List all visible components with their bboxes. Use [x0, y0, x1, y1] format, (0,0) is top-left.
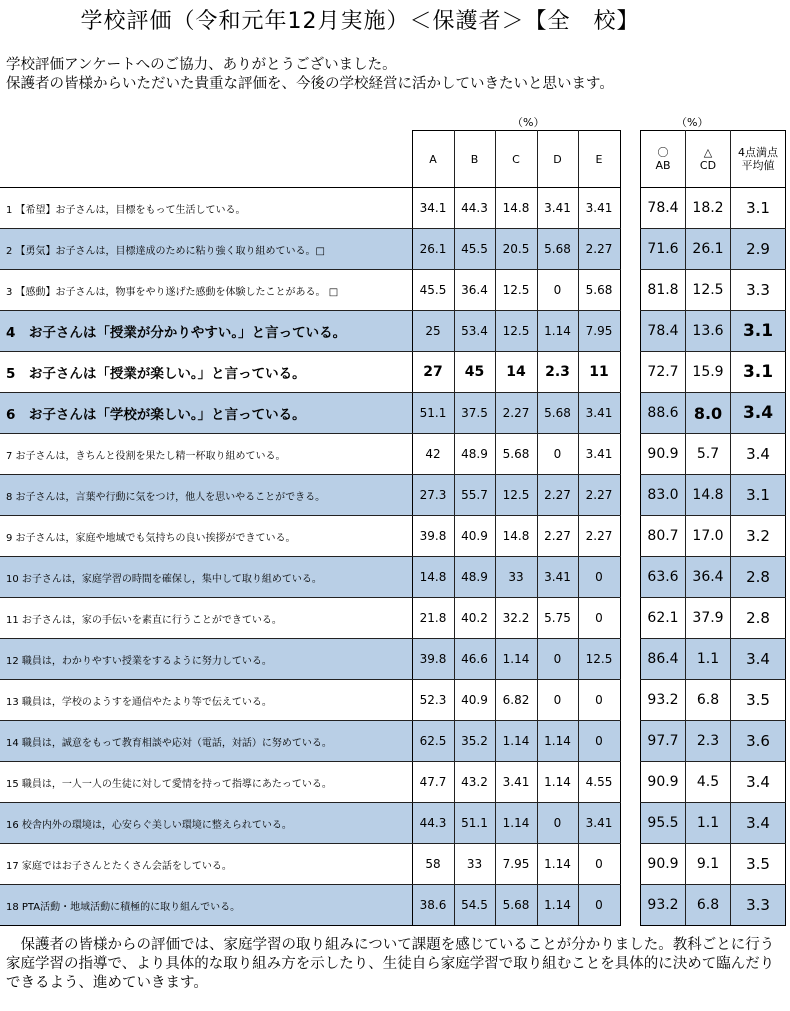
- value-d: 1.14: [537, 844, 578, 885]
- value-ab: 78.4: [641, 188, 686, 229]
- table-row: [0, 516, 620, 557]
- value-avg: 3.4: [731, 434, 786, 475]
- summary-row: [641, 311, 786, 352]
- value-ab: 83.0: [641, 475, 686, 516]
- value-cd: 26.1: [686, 229, 731, 270]
- value-e: 0: [578, 680, 620, 721]
- value-avg: 3.3: [731, 885, 786, 926]
- table-row: [0, 762, 620, 803]
- intro-line-2: 保護者の皆様からいただいた貴重な評価を、今後の学校経営に活かしていきたいと思います。: [6, 76, 614, 92]
- question-text: 9 お子さんは，家庭や地域でも気持ちの良い挨拶ができている。: [0, 516, 412, 557]
- summary-row: [641, 639, 786, 680]
- header-a: A: [412, 131, 454, 188]
- table-row: [0, 598, 620, 639]
- value-a: 39.8: [412, 516, 454, 557]
- circle-mark: 〇: [657, 146, 669, 159]
- value-c: 12.5: [495, 311, 537, 352]
- value-avg: 3.2: [731, 516, 786, 557]
- value-ab: 93.2: [641, 680, 686, 721]
- value-e: 0: [578, 721, 620, 762]
- question-text: 1 【希望】お子さんは，目標をもって生活している。: [0, 188, 412, 229]
- question-text: 2 【勇気】お子さんは，目標達成のために粘り強く取り組めている。□: [0, 229, 412, 270]
- value-c: 12.5: [495, 475, 537, 516]
- value-a: 34.1: [412, 188, 454, 229]
- header-cd-label: CD: [699, 159, 717, 172]
- table-row: [0, 680, 620, 721]
- table-row: [0, 475, 620, 516]
- intro-text: [6, 56, 614, 94]
- value-c: 1.14: [495, 639, 537, 680]
- value-a: 45.5: [412, 270, 454, 311]
- summary-row: [641, 434, 786, 475]
- summary-row: [641, 352, 786, 393]
- header-avg-line2: 平均値: [741, 159, 775, 172]
- summary-row: [641, 680, 786, 721]
- value-d: 1.14: [537, 311, 578, 352]
- value-ab: 95.5: [641, 803, 686, 844]
- summary-row: [641, 721, 786, 762]
- value-ab: 86.4: [641, 639, 686, 680]
- value-c: 12.5: [495, 270, 537, 311]
- results-header-row: [0, 131, 620, 188]
- value-e: 3.41: [578, 393, 620, 434]
- question-text: 16 校舎内外の環境は，心安らぐ美しい環境に整えられている。: [0, 803, 412, 844]
- value-avg: 2.8: [731, 598, 786, 639]
- value-cd: 14.8: [686, 475, 731, 516]
- value-b: 55.7: [454, 475, 495, 516]
- value-e: 0: [578, 885, 620, 926]
- value-avg: 3.4: [731, 762, 786, 803]
- value-d: 0: [537, 680, 578, 721]
- value-e: 7.95: [578, 311, 620, 352]
- value-cd: 9.1: [686, 844, 731, 885]
- value-c: 14.8: [495, 188, 537, 229]
- value-cd: 37.9: [686, 598, 731, 639]
- summary-row: [641, 270, 786, 311]
- value-c: 3.41: [495, 762, 537, 803]
- percent-label-right: （%）: [676, 116, 709, 129]
- header-b: B: [454, 131, 495, 188]
- summary-row: [641, 393, 786, 434]
- summary-row: [641, 516, 786, 557]
- value-e: 4.55: [578, 762, 620, 803]
- value-b: 40.2: [454, 598, 495, 639]
- value-b: 35.2: [454, 721, 495, 762]
- table-row: [0, 229, 620, 270]
- value-avg: 3.1: [731, 475, 786, 516]
- results-table: [0, 130, 621, 926]
- question-text: 5 お子さんは「授業が楽しい。」と言っている。: [0, 352, 412, 393]
- value-e: 0: [578, 557, 620, 598]
- value-a: 52.3: [412, 680, 454, 721]
- question-text: 10 お子さんは，家庭学習の時間を確保し，集中して取り組めている。: [0, 557, 412, 598]
- value-b: 54.5: [454, 885, 495, 926]
- header-d: D: [537, 131, 578, 188]
- value-c: 33: [495, 557, 537, 598]
- question-text: 13 職員は，学校のようすを通信やたより等で伝えている。: [0, 680, 412, 721]
- value-e: 5.68: [578, 270, 620, 311]
- header-avg-line1: 4点満点: [738, 146, 778, 159]
- value-avg: 3.3: [731, 270, 786, 311]
- value-a: 62.5: [412, 721, 454, 762]
- table-row: [0, 721, 620, 762]
- question-text: 14 職員は，誠意をもって教育相談や応対（電話，対話）に努めている。: [0, 721, 412, 762]
- value-d: 0: [537, 803, 578, 844]
- table-row: [0, 311, 620, 352]
- question-text: 3 【感動】お子さんは，物事をやり遂げた感動を体験したことがある。 □: [0, 270, 412, 311]
- value-ab: 90.9: [641, 434, 686, 475]
- table-row: [0, 393, 620, 434]
- header-ab: [641, 131, 686, 188]
- value-e: 0: [578, 844, 620, 885]
- value-d: 2.3: [537, 352, 578, 393]
- table-row: [0, 434, 620, 475]
- value-a: 44.3: [412, 803, 454, 844]
- value-b: 48.9: [454, 434, 495, 475]
- value-b: 43.2: [454, 762, 495, 803]
- value-avg: 3.6: [731, 721, 786, 762]
- value-e: 2.27: [578, 516, 620, 557]
- value-ab: 90.9: [641, 844, 686, 885]
- summary-row: [641, 762, 786, 803]
- value-a: 58: [412, 844, 454, 885]
- value-b: 40.9: [454, 516, 495, 557]
- value-b: 51.1: [454, 803, 495, 844]
- value-a: 39.8: [412, 639, 454, 680]
- value-b: 36.4: [454, 270, 495, 311]
- table-row: [0, 885, 620, 926]
- value-cd: 1.1: [686, 639, 731, 680]
- header-avg: [731, 131, 786, 188]
- table-row: [0, 352, 620, 393]
- triangle-mark: △: [703, 146, 713, 159]
- value-cd: 2.3: [686, 721, 731, 762]
- value-a: 25: [412, 311, 454, 352]
- summary-row: [641, 229, 786, 270]
- value-d: 3.41: [537, 188, 578, 229]
- value-d: 5.75: [537, 598, 578, 639]
- value-ab: 80.7: [641, 516, 686, 557]
- question-text: 8 お子さんは，言葉や行動に気をつけ，他人を思いやることができる。: [0, 475, 412, 516]
- value-e: 3.41: [578, 434, 620, 475]
- value-cd: 6.8: [686, 885, 731, 926]
- summary-text: 保護者の皆様からの評価では、家庭学習の取り組みについて課題を感じていることが分かりました。教科ごとに行う家庭学習の指導で、より具体的な取り組み方を示したり、生徒自ら家庭学習で取り組むことを具体的に決めて臨んだりできるよう、進めていきます。: [6, 937, 775, 991]
- value-avg: 3.4: [731, 639, 786, 680]
- value-a: 27.3: [412, 475, 454, 516]
- value-c: 32.2: [495, 598, 537, 639]
- table-row: [0, 557, 620, 598]
- value-d: 0: [537, 270, 578, 311]
- value-b: 44.3: [454, 188, 495, 229]
- value-ab: 71.6: [641, 229, 686, 270]
- value-avg: 3.4: [731, 803, 786, 844]
- value-d: 3.41: [537, 557, 578, 598]
- question-header-cell: [0, 131, 412, 188]
- question-text: 18 PTA活動・地域活動に積極的に取り組んでいる。: [0, 885, 412, 926]
- header-e: E: [578, 131, 620, 188]
- question-text: 11 お子さんは，家の手伝いを素直に行うことができている。: [0, 598, 412, 639]
- value-avg: 3.5: [731, 680, 786, 721]
- value-b: 45: [454, 352, 495, 393]
- question-text: 6 お子さんは「学校が楽しい。」と言っている。: [0, 393, 412, 434]
- header-ab-label: AB: [655, 159, 671, 172]
- summary-table: [640, 130, 786, 926]
- value-cd: 6.8: [686, 680, 731, 721]
- value-cd: 36.4: [686, 557, 731, 598]
- value-e: 12.5: [578, 639, 620, 680]
- question-text: 17 家庭ではお子さんとたくさん会話をしている。: [0, 844, 412, 885]
- value-cd: 18.2: [686, 188, 731, 229]
- value-b: 46.6: [454, 639, 495, 680]
- value-avg: 3.5: [731, 844, 786, 885]
- header-c: C: [495, 131, 537, 188]
- value-ab: 78.4: [641, 311, 686, 352]
- value-avg: 2.9: [731, 229, 786, 270]
- value-c: 1.14: [495, 721, 537, 762]
- value-b: 33: [454, 844, 495, 885]
- value-c: 20.5: [495, 229, 537, 270]
- summary-row: [641, 557, 786, 598]
- value-d: 1.14: [537, 885, 578, 926]
- value-cd: 17.0: [686, 516, 731, 557]
- value-avg: 3.1: [731, 188, 786, 229]
- summary-row: [641, 885, 786, 926]
- value-cd: 1.1: [686, 803, 731, 844]
- value-ab: 72.7: [641, 352, 686, 393]
- value-c: 14.8: [495, 516, 537, 557]
- value-ab: 81.8: [641, 270, 686, 311]
- intro-line-1: 学校評価アンケートへのご協力、ありがとうございました。: [6, 57, 397, 73]
- summary-row: [641, 803, 786, 844]
- value-d: 5.68: [537, 229, 578, 270]
- value-ab: 90.9: [641, 762, 686, 803]
- value-a: 51.1: [412, 393, 454, 434]
- value-c: 5.68: [495, 885, 537, 926]
- value-cd: 13.6: [686, 311, 731, 352]
- value-c: 5.68: [495, 434, 537, 475]
- value-c: 1.14: [495, 803, 537, 844]
- value-c: 6.82: [495, 680, 537, 721]
- value-ab: 63.6: [641, 557, 686, 598]
- value-b: 48.9: [454, 557, 495, 598]
- table-row: [0, 639, 620, 680]
- value-e: 2.27: [578, 475, 620, 516]
- value-c: 14: [495, 352, 537, 393]
- value-a: 14.8: [412, 557, 454, 598]
- value-a: 47.7: [412, 762, 454, 803]
- value-cd: 8.0: [686, 393, 731, 434]
- value-cd: 15.9: [686, 352, 731, 393]
- table-row: [0, 844, 620, 885]
- value-avg: 2.8: [731, 557, 786, 598]
- value-e: 0: [578, 598, 620, 639]
- value-c: 7.95: [495, 844, 537, 885]
- value-d: 0: [537, 639, 578, 680]
- table-row: [0, 803, 620, 844]
- value-d: 2.27: [537, 475, 578, 516]
- value-e: 3.41: [578, 803, 620, 844]
- value-e: 11: [578, 352, 620, 393]
- value-ab: 97.7: [641, 721, 686, 762]
- value-cd: 5.7: [686, 434, 731, 475]
- value-cd: 4.5: [686, 762, 731, 803]
- summary-row: [641, 188, 786, 229]
- value-b: 45.5: [454, 229, 495, 270]
- value-a: 38.6: [412, 885, 454, 926]
- value-cd: 12.5: [686, 270, 731, 311]
- value-ab: 93.2: [641, 885, 686, 926]
- value-d: 1.14: [537, 721, 578, 762]
- page-title: 学校評価（令和元年12月実施）＜保護者＞【全 校】: [80, 9, 640, 34]
- value-ab: 88.6: [641, 393, 686, 434]
- value-e: 3.41: [578, 188, 620, 229]
- question-text: 15 職員は，一人一人の生徒に対して愛情を持って指導にあたっている。: [0, 762, 412, 803]
- value-b: 37.5: [454, 393, 495, 434]
- question-text: 4 お子さんは「授業が分かりやすい。」と言っている。: [0, 311, 412, 352]
- header-cd: [686, 131, 731, 188]
- value-d: 5.68: [537, 393, 578, 434]
- table-row: [0, 270, 620, 311]
- value-ab: 62.1: [641, 598, 686, 639]
- summary-row: [641, 598, 786, 639]
- table-row: [0, 188, 620, 229]
- value-d: 0: [537, 434, 578, 475]
- value-avg: 3.4: [731, 393, 786, 434]
- value-b: 53.4: [454, 311, 495, 352]
- question-text: 12 職員は，わかりやすい授業をするように努力している。: [0, 639, 412, 680]
- value-d: 2.27: [537, 516, 578, 557]
- value-e: 2.27: [578, 229, 620, 270]
- value-b: 40.9: [454, 680, 495, 721]
- percent-label-left: （%）: [512, 116, 545, 129]
- summary-row: [641, 475, 786, 516]
- value-a: 26.1: [412, 229, 454, 270]
- question-text: 7 お子さんは，きちんと役割を果たし精一杯取り組めている。: [0, 434, 412, 475]
- value-avg: 3.1: [731, 352, 786, 393]
- value-d: 1.14: [537, 762, 578, 803]
- value-avg: 3.1: [731, 311, 786, 352]
- value-a: 27: [412, 352, 454, 393]
- value-a: 21.8: [412, 598, 454, 639]
- value-c: 2.27: [495, 393, 537, 434]
- value-a: 42: [412, 434, 454, 475]
- summary-header-row: [641, 131, 786, 188]
- summary-row: [641, 844, 786, 885]
